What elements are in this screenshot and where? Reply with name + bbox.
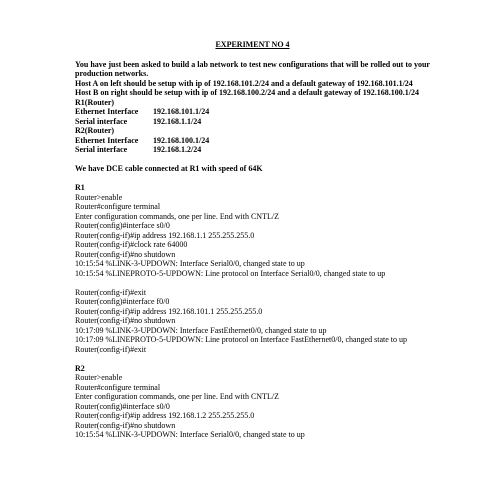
- r1-b2-line: 10:17:09 %LINK-3-UPDOWN: Interface FastEthernet0/0, changed state to up: [75, 325, 327, 335]
- intro-paragraph-3: Host B on right should be setup with ip of 192.168.100.2/24 and a default gateway of 192.168.100.1/24: [75, 88, 420, 97]
- r2-b1-line: Router>enable: [75, 373, 123, 382]
- r1-command-block-1: [75, 193, 430, 279]
- r1-ethernet-row: [75, 107, 430, 117]
- r2-ethernet-row: [75, 136, 430, 146]
- r2-b1-line: 10:15:54 %LINK-3-UPDOWN: Interface Serial0/0, changed state to up: [75, 430, 305, 439]
- r2-b1-line: Enter configuration commands, one per line. End with CNTL/Z: [75, 392, 279, 401]
- intro-paragraph-2: Host A on left should be setup with ip of 192.168.101.2/24 and a default gateway of 192.168.101.1/24: [75, 78, 413, 88]
- r1-b1-line: Enter configuration commands, one per line. End with CNTL/Z: [75, 211, 279, 221]
- r2-b1-line: Router(config-if)#ip address 192.168.1.2 255.255.255.0: [75, 411, 255, 420]
- r2-ethernet-label: Ethernet Interface: [75, 135, 139, 145]
- r1-b1-line: Router(config-if)#no shutdown: [75, 249, 176, 259]
- r2-b1-line: Router#configure terminal: [75, 382, 161, 392]
- r1-serial-label: Serial interface: [75, 116, 128, 126]
- r1-b1-line: Router(config-if)#clock rate 64000: [75, 240, 188, 249]
- r1-b1-line: Router>enable: [75, 192, 123, 202]
- page-title: EXPERIMENT NO 4: [215, 40, 290, 49]
- r2-ethernet-value: 192.168.100.1/24: [153, 135, 210, 145]
- r1-b1-line: Router(config-if)#ip address 192.168.1.1 255.255.255.0: [75, 230, 255, 240]
- r1-config-heading: R1(Router): [75, 97, 115, 107]
- r1-ethernet-label: Ethernet Interface: [75, 107, 139, 116]
- r2-serial-value: 192.168.1.2/24: [153, 145, 202, 154]
- r2-command-block-1: [75, 373, 430, 440]
- r1-b2-line: Router(config-if)#ip address 192.168.101.1 255.255.255.0: [75, 306, 263, 316]
- dce-note: We have DCE cable connected at R1 with speed of 64K: [75, 164, 263, 173]
- intro-paragraph-1: You have just been asked to build a lab network to test new configurations that will be rolled out to your production networks.: [75, 59, 430, 78]
- r1-serial-row: [75, 117, 430, 127]
- r2-section-heading: R2: [75, 363, 85, 373]
- r1-serial-value: 192.168.1.1/24: [153, 116, 202, 126]
- r1-b2-line: Router(config-if)#exit: [75, 344, 147, 354]
- r1-ethernet-value: 192.168.101.1/24: [153, 107, 210, 116]
- r1-b2-line: Router(config-if)#no shutdown: [75, 316, 176, 325]
- r1-b1-line: Router(config)#interface s0/0: [75, 221, 170, 230]
- r1-command-block-2: [75, 288, 430, 355]
- r1-b2-line: Router(config-if)#exit: [75, 287, 147, 297]
- r2-serial-label: Serial interface: [75, 145, 128, 154]
- r2-serial-row: [75, 145, 430, 155]
- r1-b1-line: 10:15:54 %LINEPROTO-5-UPDOWN: Line protocol on Interface Serial0/0, changed state to up: [75, 268, 386, 278]
- r1-b2-line: Router(config)#interface f0/0: [75, 297, 170, 306]
- r2-b1-line: Router(config-if)#no shutdown: [75, 420, 176, 430]
- r2-b1-line: Router(config)#interface s0/0: [75, 401, 170, 411]
- r2-config-heading: R2(Router): [75, 126, 115, 135]
- r1-b1-line: 10:15:54 %LINK-3-UPDOWN: Interface Serial0/0, changed state to up: [75, 259, 305, 268]
- document-page: [75, 40, 430, 440]
- r1-b2-line: 10:17:09 %LINEPROTO-5-UPDOWN: Line protocol on Interface FastEthernet0/0, changed state to up: [75, 335, 407, 344]
- r1-b1-line: Router#configure terminal: [75, 202, 161, 211]
- r1-section-heading: R1: [75, 183, 85, 192]
